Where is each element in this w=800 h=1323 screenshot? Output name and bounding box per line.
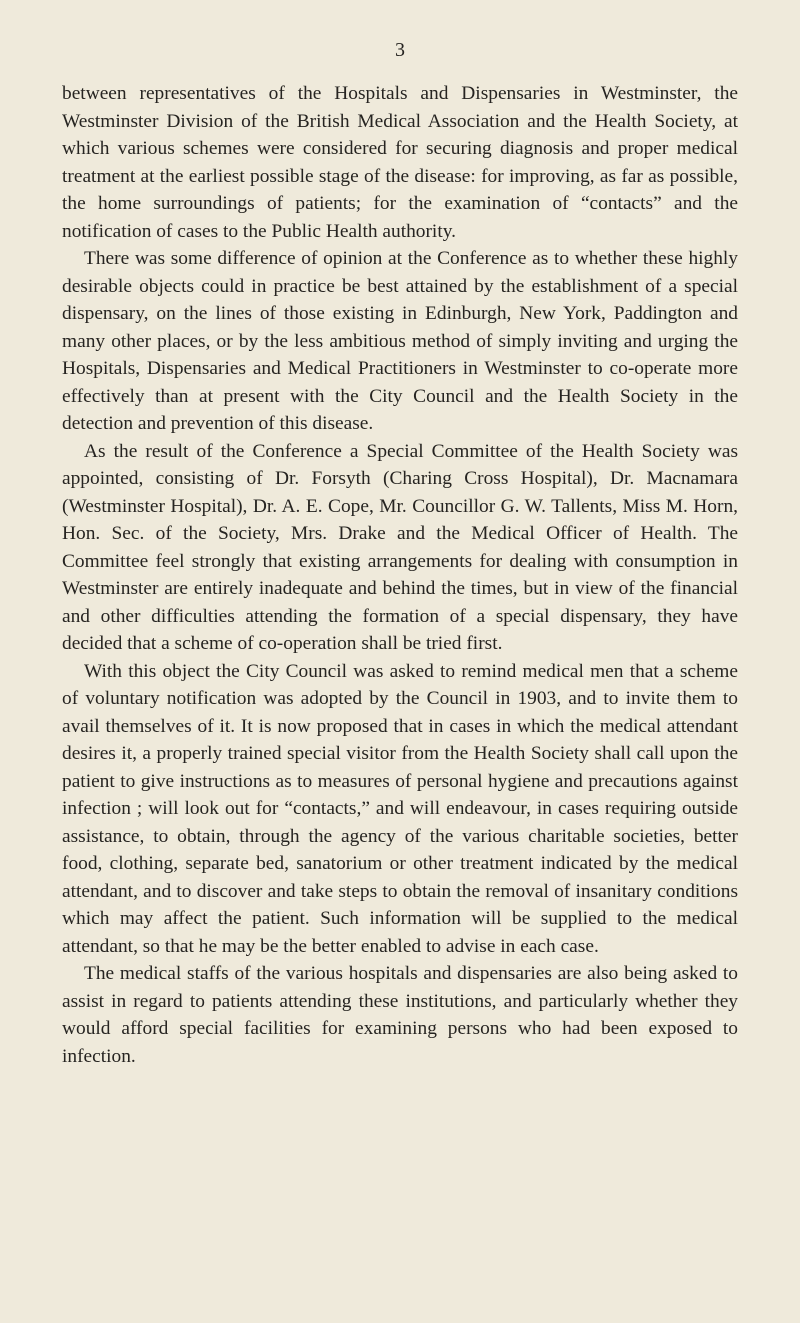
paragraph-5: The medical staffs of the various hospitals and dispensaries are also being asked to assist in regard to patients attending these institutions, and particularly whether they would afford special facilities for examining persons who had been exposed to infection. xyxy=(62,963,738,1067)
paragraph-1: between representatives of the Hospitals and Dispensaries in Westminster, the Westminster Division of the British Medical Association and the Health Society, at which various schemes were considered for securing diagnosis and proper medical treatment at the earliest possible stage of the disease: for improving, as far as possible, the home surroundings of patients; for the examination of “contacts” and the notification of cases to the Public Health authority. xyxy=(62,83,738,242)
document-body xyxy=(62,80,738,1070)
paragraph-4: With this object the City Council was asked to remind medical men that a scheme of voluntary notification was adopted by the Council in 1903, and to invite them to avail themselves of it. It is now proposed that in cases in which the medical attendant desires it, a properly trained special visitor from the Health Society shall call upon the patient to give instructions as to measures of personal hygiene and precautions against infection ; will look out for “contacts,” and will endeavour, in cases requiring outside assistance, to obtain, through the agency of the various charitable societies, better food, clothing, separate bed, sanatorium or other treatment indicated by the medical attendant, and to discover and take steps to obtain the removal of insanitary conditions which may affect the patient. Such information will be supplied to the medical attendant, so that he may be the better enabled to advise in each case. xyxy=(62,660,738,957)
page-number: 3 xyxy=(395,39,405,61)
paragraph-3: As the result of the Conference a Special Committee of the Health Society was appointed, consisting of Dr. Forsyth (Charing Cross Hospital), Dr. Macnamara (Westminster Hospital), Dr. A. E. Cope, Mr. Councillor G. W. Tallents, Miss M. Horn, Hon. Sec. of the Society, Mrs. Drake and the Medical Officer of Health. The Committee feel strongly that existing arrangements for dealing with consumption in Westminster are entirely inadequate and behind the times, but in view of the financial and other difficulties attending the formation of a special dispensary, they have decided that a scheme of co-operation shall be tried first. xyxy=(62,440,738,654)
paragraph-2: There was some difference of opinion at the Conference as to whether these highly desirable objects could in practice be best attained by the establishment of a special dispensary, on the lines of those existing in Edinburgh, New York, Paddington and many other places, or by the less ambitious method of simply inviting and urging the Hospitals, Dispensaries and Medical Practitioners in Westminster to co-operate more effectively than at present with the City Council and the Health Society in the detection and prevention of this disease. xyxy=(62,248,738,434)
